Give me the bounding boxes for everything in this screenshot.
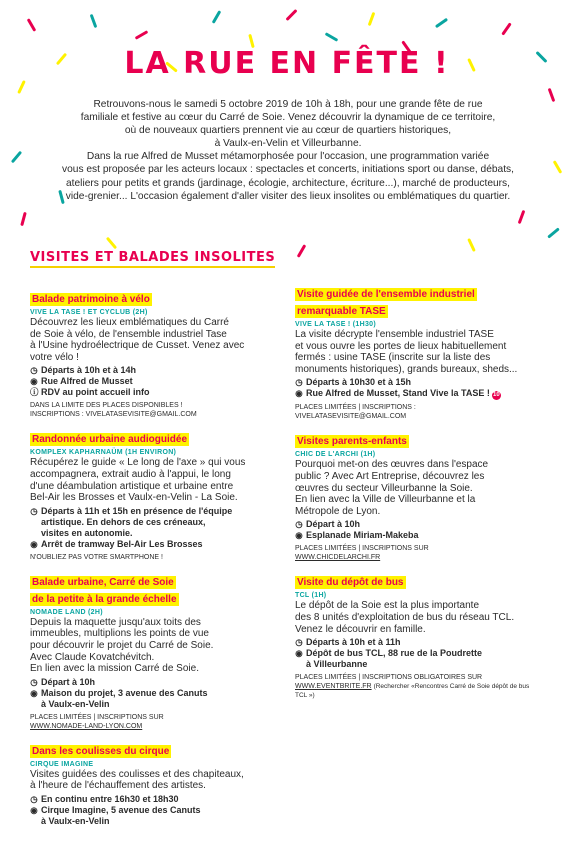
info-line: à Vaulx-en-Velin <box>41 815 110 826</box>
activity-title-line: Balade urbaine, Carré de Soie <box>32 576 174 588</box>
activity-description <box>295 600 540 635</box>
activity-title-line: Dans les coulisses du cirque <box>32 745 170 757</box>
registration-link[interactable]: WWW.EVENTBRITE.FR <box>295 683 372 691</box>
description-line: Depuis la maquette jusqu'aux toits des <box>30 616 201 628</box>
info-text <box>41 794 179 805</box>
clock-icon: ◷ <box>295 519 303 530</box>
description-line: En lien avec la Ville de Villeurbanne et la <box>295 494 476 506</box>
link-note: (Rechercher «Rencontres Carré de Soie dépôt de bus TCL ») <box>295 683 530 700</box>
description-line: Pourquoi met-on des œuvres dans l'espace <box>295 459 489 471</box>
activity-description <box>295 459 540 517</box>
description-line: Avec Claude Kovatchévitch. <box>30 651 155 663</box>
info-line: En continu entre 16h30 et 18h30 <box>41 793 179 804</box>
confetti-piece <box>368 12 376 26</box>
info-text <box>41 365 136 376</box>
activity-block <box>295 432 540 562</box>
clock-icon: ◷ <box>30 365 38 376</box>
info-text <box>41 506 232 539</box>
info-row <box>295 648 540 670</box>
activity-organizer: VIVE LA TASE ! ET CYCLUB (2H) <box>30 309 148 316</box>
description-line: œuvres du secteur Villeurbanne la Soie. <box>295 482 473 494</box>
info-line: à Villeurbanne <box>306 659 368 670</box>
info-line: RDV au point accueil info <box>41 387 150 398</box>
pin-icon: ◉ <box>30 804 38 815</box>
info-text <box>306 530 419 541</box>
confetti-piece <box>501 22 511 35</box>
info-text <box>41 805 201 827</box>
left-column <box>30 290 275 838</box>
activity-organizer: KOMPLEX KAPHARNAÜM (1H ENVIRON) <box>30 449 177 457</box>
activity-title-line: Visites parents-enfants <box>297 436 407 448</box>
activity-block <box>30 742 275 827</box>
info-line: Dépôt de bus TCL, 88 rue de la Poudrette <box>306 648 483 659</box>
description-line: à l'Usine hydroélectrique de Cusset. Venez avec <box>30 340 245 352</box>
info-row <box>295 388 540 400</box>
info-row <box>30 376 275 387</box>
pin-icon: ◉ <box>30 687 38 698</box>
info-text <box>41 688 208 710</box>
info-row <box>30 365 275 376</box>
pin-icon: ◉ <box>295 648 303 659</box>
confetti-piece <box>518 210 526 224</box>
activity-title <box>295 573 540 590</box>
info-text <box>41 539 203 550</box>
right-column <box>295 285 540 711</box>
info-row <box>30 677 275 688</box>
confetti-piece <box>11 151 22 164</box>
info-text <box>306 388 501 400</box>
info-text <box>306 377 411 388</box>
activity-title-line: Visite du dépôt de bus <box>297 577 404 589</box>
info-line: artistique. En dehors de ces créneaux, <box>41 516 206 527</box>
activity-description <box>30 769 275 792</box>
intro-line: ateliers pour petits et grands (jardinage, écologie, architecture, écriture...), marché de producteurs, <box>66 177 510 189</box>
description-line: Venez le découvrir en famille. <box>295 623 426 635</box>
description-line: des 8 unités d'exploitation de bus du réseau TCL. <box>295 611 515 623</box>
description-line: à l'heure de l'échauffement des artistes. <box>30 780 206 792</box>
note-line: VIVELATASEVISITE@GMAIL.COM <box>295 413 407 421</box>
stand-number-badge: 10 <box>493 392 500 399</box>
registration-link[interactable]: WWW.CHICDELARCHI.FR <box>295 554 381 562</box>
info-line: Cirque Imagine, 5 avenue des Canuts <box>41 804 201 815</box>
activity-title <box>30 573 275 607</box>
activity-title-line: de la petite à la grande échelle <box>32 593 177 605</box>
registration-note <box>295 673 540 700</box>
activity-block <box>30 430 275 561</box>
page-title: LA RUE EN FÊTE ! <box>124 46 450 81</box>
description-line: pour découvrir le projet du Carré de Soie. <box>30 639 214 651</box>
pin-icon: ◉ <box>30 376 38 387</box>
activity-title <box>295 432 540 449</box>
info-text <box>41 376 133 387</box>
clock-icon: ◷ <box>30 793 38 804</box>
activity-title <box>30 290 275 307</box>
info-text <box>41 387 150 398</box>
description-line: Le dépôt de la Soie est la plus importante <box>295 600 480 612</box>
confetti-piece <box>135 30 149 40</box>
activity-title <box>295 285 540 319</box>
note-line: PLACES LIMITÉES | INSCRIPTIONS SUR <box>30 713 164 721</box>
activity-organizer: TCL (1H) <box>295 592 327 600</box>
activity-block <box>30 573 275 731</box>
clock-icon: ◷ <box>30 505 38 516</box>
activity-block <box>295 285 540 421</box>
activity-title-line: Visite guidée de l'ensemble industriel <box>297 289 475 300</box>
info-row <box>295 530 540 541</box>
confetti-piece <box>106 237 117 250</box>
clock-icon: ◷ <box>295 377 303 388</box>
info-row <box>295 637 540 648</box>
description-line: Métropole de Lyon. <box>295 505 381 517</box>
description-line: public ? Avec Art Entreprise, découvrez les <box>295 470 485 482</box>
note-line: PLACES LIMITÉES | INSCRIPTIONS SUR <box>295 545 429 553</box>
info-row <box>30 688 275 710</box>
info-text <box>306 637 401 648</box>
confetti-piece <box>467 238 476 252</box>
confetti-piece <box>285 9 297 21</box>
confetti-piece <box>90 14 98 28</box>
activity-organizer: VIVE LA TASE ! (1H30) <box>295 321 376 328</box>
activity-title-line: remarquable TASE <box>297 306 386 317</box>
description-line: immeubles, multiplions les points de vue <box>30 628 209 640</box>
activity-title <box>30 742 275 759</box>
info-line: Départs à 10h30 et à 15h <box>306 377 412 388</box>
intro-line: à Vaulx-en-Velin et Villeurbanne. <box>214 138 362 150</box>
description-line: et vous ouvre les portes de lieux habituellement <box>295 340 507 352</box>
description-line: Découvrez les lieux emblématiques du Carré <box>30 317 229 328</box>
description-line: Visites guidées des coulisses et des chapiteaux, <box>30 768 244 780</box>
intro-paragraph-2 <box>46 150 530 202</box>
pin-icon: ◉ <box>295 530 303 541</box>
description-line: monuments historiques), grands bureaux, sheds... <box>295 363 518 375</box>
confetti-piece <box>435 18 448 28</box>
intro-line: où de nouveaux quartiers prennent vie au cœur de quartiers historiques, <box>124 125 452 137</box>
info-icon: ⓘ <box>30 387 39 398</box>
info-row <box>295 377 540 388</box>
activity-organizer: CIRQUE IMAGINE <box>30 760 94 768</box>
intro-line: familiale et festive au cœur du Carré de Soie. Venez découvrir la dynamique de ce territoire, <box>80 112 496 124</box>
note-line: N'OUBLIEZ PAS VOTRE SMARTPHONE ! <box>30 553 163 561</box>
info-text <box>306 648 482 670</box>
info-line: Départ à 10h <box>306 519 361 530</box>
info-line: Maison du projet, 3 avenue des Canuts <box>41 687 208 698</box>
intro-paragraph-1 <box>46 98 530 150</box>
confetti-piece <box>325 32 339 42</box>
info-line: Rue Alfred de Musset <box>41 376 133 387</box>
description-line: En lien avec la mission Carré de Soie. <box>30 663 199 675</box>
confetti-piece <box>297 244 307 258</box>
description-line: La visite décrypte l'ensemble industriel TASE <box>295 329 494 340</box>
description-line: fermés : usine TASE (inscrite sur la liste des <box>295 352 491 364</box>
intro-line: vide-grenier... L'occasion également d'aller visiter des lieux insolites ou emblématiques du quartier. <box>65 190 511 202</box>
info-text <box>41 677 95 688</box>
description-line: accompagnera, extrait audio à l'appui, le long <box>30 468 231 480</box>
info-text <box>306 519 360 530</box>
section-title: VISITES ET BALADES INSOLITES <box>30 250 275 268</box>
description-line: de Soie à vélo, de l'ensemble industriel Tase <box>30 328 227 340</box>
confetti-piece <box>212 10 222 24</box>
description-line: Récupérez le guide « Le long de l'axe » qui vous <box>30 457 246 469</box>
intro-text <box>46 98 530 203</box>
info-row <box>30 506 275 539</box>
note-line: INSCRIPTIONS : VIVELATASEVISITE@GMAIL.COM <box>30 411 197 419</box>
confetti-piece <box>17 80 26 94</box>
info-line: Départ à 10h <box>41 676 96 687</box>
confetti-piece <box>553 160 563 174</box>
info-row <box>30 387 275 398</box>
confetti-piece <box>547 227 560 238</box>
intro-line: Retrouvons-nous le samedi 5 octobre 2019 de 10h à 18h, pour une grande fête de rue <box>93 99 483 110</box>
description-line: Bel-Air les Brosses et Vaulx-en-Velin - La Soie. <box>30 492 238 504</box>
clock-icon: ◷ <box>295 637 303 648</box>
info-line: à Vaulx-en-Velin <box>41 698 110 709</box>
info-line: Départs à 10h et à 14h <box>41 365 137 376</box>
confetti-piece <box>27 18 37 32</box>
intro-line: vous est proposée par les acteurs locaux : spectacles et concerts, initiations sport ou danse, débats, <box>62 164 514 176</box>
info-row <box>30 805 275 827</box>
registration-note <box>30 553 275 562</box>
info-line: visites en autonomie. <box>41 527 133 538</box>
info-line: Départs à 10h et à 11h <box>306 637 401 648</box>
activity-organizer: NOMADE LAND (2H) <box>30 608 103 616</box>
pin-icon: ◉ <box>30 538 38 549</box>
pin-icon: ◉ <box>295 388 303 399</box>
info-row <box>30 539 275 550</box>
activity-block <box>295 573 540 700</box>
activity-description <box>30 457 275 503</box>
info-line: Esplanade Miriam-Makeba <box>306 530 419 541</box>
confetti-piece <box>20 212 27 226</box>
note-line: PLACES LIMITÉES | INSCRIPTIONS OBLIGATOIRES SUR <box>295 674 483 682</box>
intro-line: Dans la rue Alfred de Musset métamorphosée pour l'occasion, une programmation variée <box>86 151 490 163</box>
registration-note <box>30 713 275 731</box>
activity-title <box>30 430 275 447</box>
activity-title-line: Randonnée urbaine audioguidée <box>32 434 188 446</box>
description-line: votre vélo ! <box>30 351 79 363</box>
info-line: Départs à 11h et 15h en présence de l'équipe <box>41 505 233 516</box>
activity-block <box>30 290 275 419</box>
info-line: Arrêt de tramway Bel-Air Les Brosses <box>41 538 203 549</box>
note-line: PLACES LIMITÉES | INSCRIPTIONS : <box>295 404 416 412</box>
activity-description <box>30 317 275 363</box>
clock-icon: ◷ <box>30 676 38 687</box>
note-line: DANS LA LIMITE DES PLACES DISPONIBLES ! <box>30 402 183 410</box>
description-line: d'une déambulation artistique et urbaine entre <box>30 480 234 492</box>
activity-organizer: CHIC DE L'ARCHI (1H) <box>295 451 376 459</box>
registration-note <box>30 401 275 419</box>
activity-description <box>295 329 540 375</box>
activity-title-line: Balade patrimoine à vélo <box>32 294 150 305</box>
activity-description <box>30 617 275 675</box>
registration-note <box>295 544 540 562</box>
info-row <box>295 519 540 530</box>
confetti-piece <box>548 88 556 102</box>
info-row <box>30 794 275 805</box>
info-line: Rue Alfred de Musset, Stand Vive la TASE ! <box>306 388 490 399</box>
registration-note <box>295 403 540 421</box>
registration-link[interactable]: WWW.NOMADE-LAND-LYON.COM <box>30 722 143 730</box>
